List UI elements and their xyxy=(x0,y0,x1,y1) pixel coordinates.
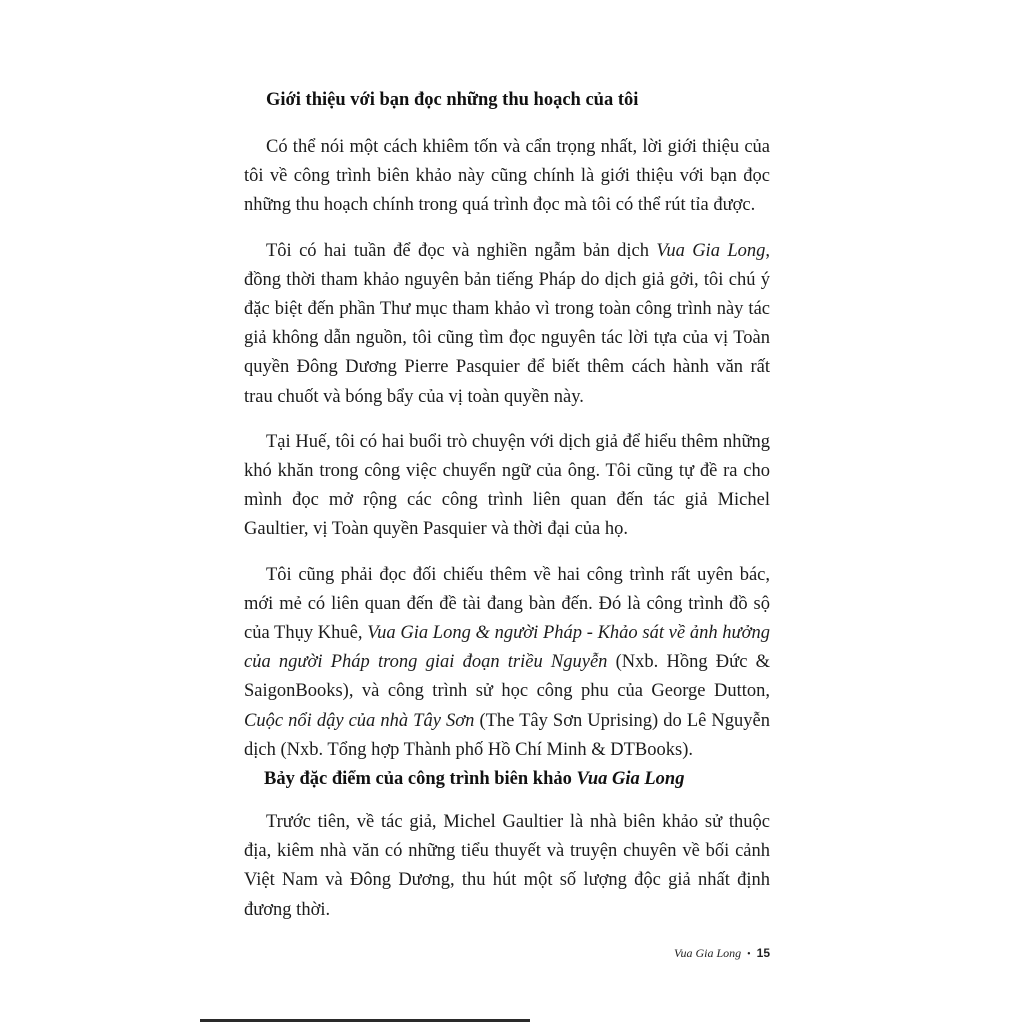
paragraph-text: (The Tây Sơn Uprising) do Lê Nguyễn dịch (Nxb. Tổng hợp Thành phố Hồ Chí Minh & DTBooks). xyxy=(244,710,770,760)
page-number: 15 xyxy=(756,946,770,960)
paragraph xyxy=(244,561,770,765)
page-body xyxy=(244,86,770,925)
italic-title-text: Vua Gia Long xyxy=(656,240,766,261)
heading-text: Bảy đặc điểm của công trình biên khảo xyxy=(264,769,577,790)
paragraph-text: Có thể nói một cách khiêm tốn và cẩn trọng nhất, lời giới thiệu của tôi về công trình biên khảo này cũng chính là giới thiệu với bạn đọc những thu hoạch chính trong quá trình đọc mà tôi có thể rút tỉa được. xyxy=(244,137,770,216)
paragraph xyxy=(244,428,770,545)
paragraph xyxy=(244,808,770,925)
page-footer xyxy=(560,946,770,961)
section-heading-features xyxy=(244,765,770,794)
paragraph-text: (Nxb. Hồng Đức & SaigonBooks), và công trình sử học công phu của George Dutton, xyxy=(244,652,770,702)
italic-title-text: Cuộc nổi dậy của nhà Tây Sơn xyxy=(244,710,475,731)
paragraph-text: , đồng thời tham khảo nguyên bản tiếng Pháp do dịch giả gởi, tôi chú ý đặc biệt đến phần Thư mục tham khảo vì trong toàn công trình này tác giả không dẫn nguồn, tôi cũng tìm đọc nguyên tác lời tựa của vị Toàn quyền Đông Dương Pierre Pasquier để biết thêm cách hành văn rất trau chuốt và bóng bẩy của vị toàn quyền này. xyxy=(244,240,770,407)
paragraph xyxy=(244,133,770,221)
paragraph-text: Tôi cũng phải đọc đối chiếu thêm về hai công trình rất uyên bác, mới mẻ có liên quan đến đề tài đang bàn đến. Đó là công trình đồ sộ của Thụy Khuê, xyxy=(244,564,770,644)
italic-title-text: Vua Gia Long & người Pháp - Khảo sát về ảnh hưởng của người Pháp trong giai đoạn triều Nguyễn xyxy=(244,623,770,673)
footer-separator: • xyxy=(747,949,751,960)
paragraph xyxy=(244,237,770,412)
paragraph-text: Tôi có hai tuần để đọc và nghiền ngẫm bản dịch xyxy=(266,240,657,261)
scan-edge-line xyxy=(200,1019,530,1022)
running-title: Vua Gia Long xyxy=(674,946,742,960)
paragraph-text: Tại Huế, tôi có hai buổi trò chuyện với dịch giả để hiểu thêm những khó khăn trong công việc chuyển ngữ của ông. Tôi cũng tự đề ra cho mình đọc mở rộng các công trình liên quan đến tác giả Michel Gaultier, vị Toàn quyền Pasquier và thời đại của họ. xyxy=(244,431,770,540)
paragraph-text: Trước tiên, về tác giả, Michel Gaultier là nhà biên khảo sử thuộc địa, kiêm nhà văn có những tiểu thuyết và truyện chuyên về bối cảnh Việt Nam và Đông Dương, thu hút một số lượng độc giả nhất định đương thời. xyxy=(244,812,770,920)
section-heading-intro: Giới thiệu với bạn đọc những thu hoạch của tôi xyxy=(266,90,639,110)
heading-book-title: Vua Gia Long xyxy=(576,769,685,790)
